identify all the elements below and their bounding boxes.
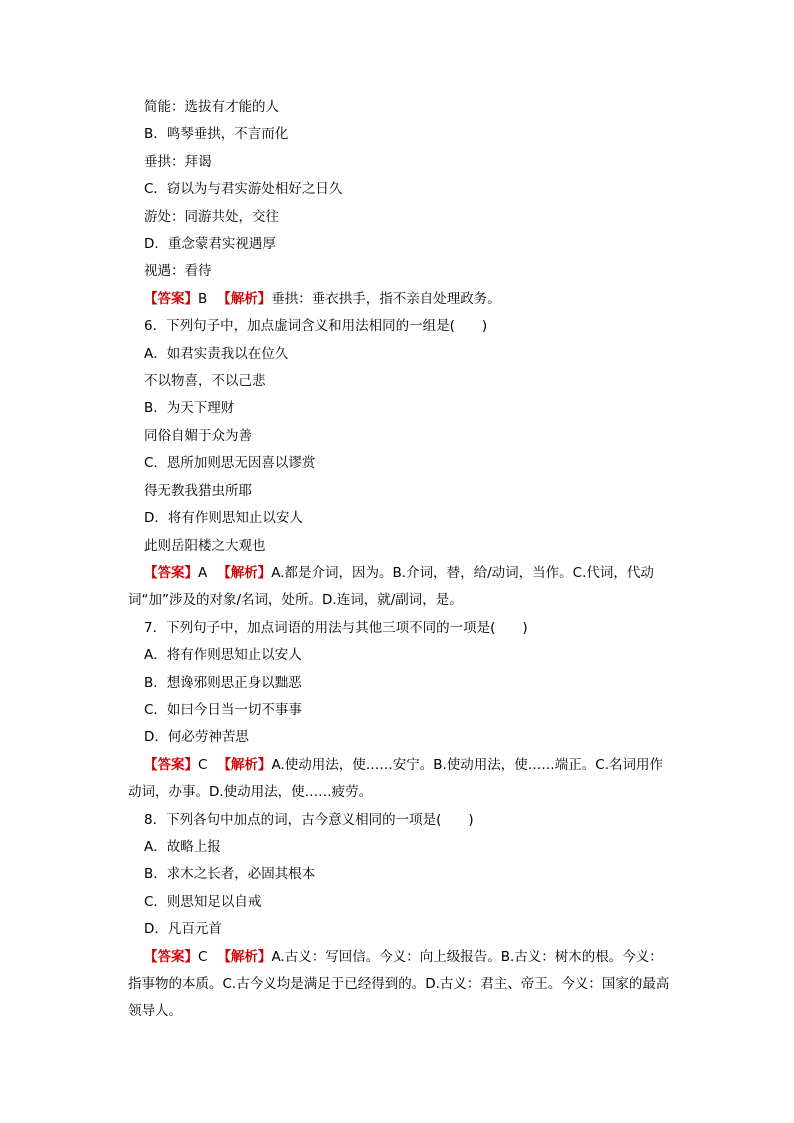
analysis-text: 垂拱：垂衣拱手，指不亲自处理政务。 xyxy=(271,290,501,307)
analysis-tag: 【解析】 xyxy=(217,290,272,307)
analysis-continuation: 动词，办事。D.使动用法，使……疲劳。 xyxy=(128,784,373,801)
text-line: 简能：选拔有才能的人 xyxy=(144,99,279,115)
answer-6 xyxy=(128,560,684,615)
analysis-text: A.都是介词，因为。B.介词，替，给/动词，当作。C.代词，代动 xyxy=(271,564,654,581)
question-8-stem: 8．下列各句中加点的词，古今意义相同的一项是( ) xyxy=(144,811,474,828)
answer-7 xyxy=(128,752,684,807)
question-6-stem: 6．下列句子中，加点虚词含义和用法相同的一组是( ) xyxy=(144,318,488,335)
q6-option-d: D．将有作则思知止以安人 xyxy=(144,510,303,527)
text-line: 游处：同游共处，交往 xyxy=(144,208,279,225)
q6-option-a: A．如君实责我以在位久 xyxy=(144,345,289,362)
option-b: B．鸣琴垂拱，不言而化 xyxy=(144,126,289,143)
q8-option-a: A．故略上报 xyxy=(144,838,221,855)
text-line: 垂拱：拜谒 xyxy=(144,153,212,170)
question-7-stem: 7．下列句子中，加点词语的用法与其他三项不同的一项是( ) xyxy=(144,619,528,636)
analysis-continuation: 领导人。 xyxy=(128,1003,182,1020)
answer-letter: C xyxy=(198,948,208,965)
answer-tag: 【答案】 xyxy=(144,756,198,773)
analysis-text: A.使动用法，使……安宁。B.使动用法，使……端正。C.名词用作 xyxy=(271,756,663,773)
text-line: 视遇：看待 xyxy=(144,263,212,280)
q8-option-b: B．求木之长者，必固其根本 xyxy=(144,866,316,883)
analysis-continuation: 词“加”涉及的对象/名词，处所。D.连词，就/副词，是。 xyxy=(128,592,463,609)
answer-tag: 【答案】 xyxy=(144,948,198,965)
analysis-text: A.古义：写回信。今义：向上级报告。B.古义：树木的根。今义： xyxy=(271,948,663,965)
q6-option-a-compare: 不以物喜，不以己悲 xyxy=(144,373,266,390)
document-content xyxy=(128,94,684,1026)
analysis-tag: 【解析】 xyxy=(217,756,272,773)
q7-option-a: A．将有作则思知止以安人 xyxy=(144,647,302,664)
answer-tag: 【答案】 xyxy=(144,290,198,307)
option-c: C．窃以为与君实游处相好之日久 xyxy=(144,181,343,198)
option-d: D．重念蒙君实视遇厚 xyxy=(144,236,276,253)
q7-option-b: B．想谗邪则思正身以黜恶 xyxy=(144,674,302,691)
q6-option-d-compare: 此则岳阳楼之大观也 xyxy=(144,537,266,554)
analysis-tag: 【解析】 xyxy=(217,564,272,581)
q6-option-b: B．为天下理财 xyxy=(144,400,235,417)
answer-letter: C xyxy=(198,756,208,773)
q8-option-d: D．凡百元首 xyxy=(144,921,222,938)
q7-option-d: D．何必劳神苦思 xyxy=(144,729,249,746)
answer-8 xyxy=(128,944,684,1026)
answer-letter: A xyxy=(198,564,208,581)
q7-option-c: C．如曰今日当一切不事事 xyxy=(144,701,302,718)
q6-option-c-compare: 得无教我猎虫所耶 xyxy=(144,482,252,499)
analysis-continuation: 指事物的本质。C.古今义均是满足于已经得到的。D.古义：君主、帝王。今义：国家的最高 xyxy=(128,976,670,992)
answer-5 xyxy=(128,286,684,313)
q6-option-c: C．恩所加则思无因喜以谬赏 xyxy=(144,455,316,472)
answer-tag: 【答案】 xyxy=(144,564,198,581)
answer-letter: B xyxy=(198,290,208,307)
analysis-tag: 【解析】 xyxy=(217,948,272,965)
q8-option-c: C．则思知足以自戒 xyxy=(144,893,262,910)
q6-option-b-compare: 同俗自媚于众为善 xyxy=(144,427,252,444)
